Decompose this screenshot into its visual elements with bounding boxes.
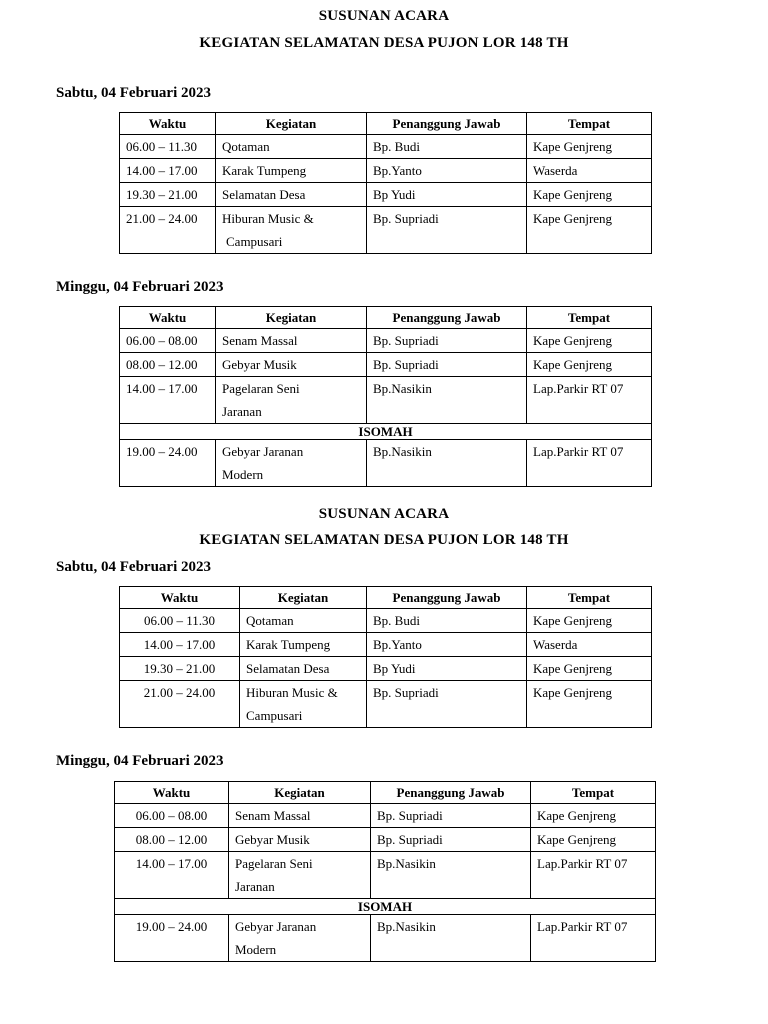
page-title: SUSUNAN ACARA bbox=[318, 506, 450, 522]
cell-tempat: Kape Genjreng bbox=[531, 804, 656, 828]
day-heading-sabtu: Sabtu, 04 Februari 2023 bbox=[56, 85, 212, 101]
cell-kegiatan bbox=[229, 915, 371, 962]
page-subtitle: KEGIATAN SELAMATAN DESA PUJON LOR 148 TH bbox=[199, 35, 569, 51]
schedule-table-sabtu bbox=[119, 586, 652, 728]
cell-tempat: Kape Genjreng bbox=[527, 657, 652, 681]
cell-waktu: 06.00 – 11.30 bbox=[120, 135, 216, 159]
table-row bbox=[120, 183, 652, 207]
cell-kegiatan-line1: Pagelaran Seni bbox=[235, 856, 313, 871]
column-header-kegiatan: Kegiatan bbox=[216, 113, 367, 135]
cell-waktu: 06.00 – 11.30 bbox=[120, 609, 240, 633]
break-row bbox=[115, 899, 656, 915]
table-header-row bbox=[120, 307, 652, 329]
cell-pj: Bp.Nasikin bbox=[367, 377, 527, 424]
cell-kegiatan bbox=[216, 377, 367, 424]
column-header-kegiatan: Kegiatan bbox=[216, 307, 367, 329]
cell-tempat: Waserda bbox=[527, 633, 652, 657]
cell-kegiatan: Gebyar Musik bbox=[216, 353, 367, 377]
cell-tempat: Kape Genjreng bbox=[527, 183, 652, 207]
cell-waktu: 14.00 – 17.00 bbox=[115, 852, 229, 899]
cell-kegiatan-line1: Pagelaran Seni bbox=[222, 381, 300, 396]
cell-kegiatan-line2: Jaranan bbox=[222, 404, 262, 419]
cell-pj: Bp Yudi bbox=[367, 183, 527, 207]
cell-waktu: 14.00 – 17.00 bbox=[120, 377, 216, 424]
table-row bbox=[120, 440, 652, 487]
cell-pj: Bp. Supriadi bbox=[367, 207, 527, 254]
table-row bbox=[120, 329, 652, 353]
cell-pj: Bp.Nasikin bbox=[371, 852, 531, 899]
cell-kegiatan: Gebyar Musik bbox=[229, 828, 371, 852]
page-title: SUSUNAN ACARA bbox=[318, 8, 450, 24]
cell-pj: Bp. Supriadi bbox=[371, 828, 531, 852]
column-header-pj: Penanggung Jawab bbox=[367, 307, 527, 329]
day-heading-sabtu: Sabtu, 04 Februari 2023 bbox=[56, 559, 212, 575]
cell-waktu: 21.00 – 24.00 bbox=[120, 681, 240, 728]
column-header-pj: Penanggung Jawab bbox=[367, 113, 527, 135]
cell-kegiatan-line1: Hiburan Music & bbox=[222, 211, 314, 226]
column-header-waktu: Waktu bbox=[120, 307, 216, 329]
table-row bbox=[115, 915, 656, 962]
cell-waktu: 19.30 – 21.00 bbox=[120, 183, 216, 207]
cell-pj: Bp.Nasikin bbox=[371, 915, 531, 962]
break-row bbox=[120, 424, 652, 440]
cell-kegiatan: Qotaman bbox=[216, 135, 367, 159]
cell-tempat: Waserda bbox=[527, 159, 652, 183]
cell-kegiatan bbox=[216, 207, 367, 254]
column-header-tempat: Tempat bbox=[527, 113, 652, 135]
cell-pj: Bp. Supriadi bbox=[371, 804, 531, 828]
schedule-table-minggu bbox=[114, 781, 656, 962]
cell-pj: Bp. Supriadi bbox=[367, 329, 527, 353]
table-row bbox=[120, 657, 652, 681]
cell-pj: Bp. Supriadi bbox=[367, 681, 527, 728]
cell-kegiatan-line2: Campusari bbox=[226, 234, 283, 249]
cell-kegiatan-line2: Jaranan bbox=[235, 879, 275, 894]
cell-kegiatan: Senam Massal bbox=[216, 329, 367, 353]
cell-tempat: Lap.Parkir RT 07 bbox=[531, 915, 656, 962]
schedule-table-minggu bbox=[119, 306, 652, 487]
cell-pj: Bp.Yanto bbox=[367, 159, 527, 183]
cell-pj: Bp. Budi bbox=[367, 135, 527, 159]
cell-kegiatan: Karak Tumpeng bbox=[240, 633, 367, 657]
cell-kegiatan: Selamatan Desa bbox=[216, 183, 367, 207]
column-header-tempat: Tempat bbox=[531, 782, 656, 804]
table-header-row bbox=[120, 587, 652, 609]
cell-waktu: 06.00 – 08.00 bbox=[115, 804, 229, 828]
cell-kegiatan-line2: Modern bbox=[222, 467, 264, 482]
cell-tempat: Kape Genjreng bbox=[527, 135, 652, 159]
cell-kegiatan: Karak Tumpeng bbox=[216, 159, 367, 183]
cell-tempat: Lap.Parkir RT 07 bbox=[527, 440, 652, 487]
column-header-pj: Penanggung Jawab bbox=[367, 587, 527, 609]
cell-kegiatan bbox=[240, 681, 367, 728]
cell-waktu: 08.00 – 12.00 bbox=[115, 828, 229, 852]
page-subtitle: KEGIATAN SELAMATAN DESA PUJON LOR 148 TH bbox=[199, 532, 569, 548]
cell-tempat: Kape Genjreng bbox=[527, 329, 652, 353]
cell-kegiatan-line2: Campusari bbox=[246, 708, 303, 723]
cell-kegiatan bbox=[216, 440, 367, 487]
cell-tempat: Kape Genjreng bbox=[527, 353, 652, 377]
cell-kegiatan-line1: Hiburan Music & bbox=[246, 685, 338, 700]
cell-waktu: 19.00 – 24.00 bbox=[120, 440, 216, 487]
table-header-row bbox=[115, 782, 656, 804]
cell-tempat: Lap.Parkir RT 07 bbox=[527, 377, 652, 424]
cell-waktu: 14.00 – 17.00 bbox=[120, 633, 240, 657]
cell-pj: Bp.Yanto bbox=[367, 633, 527, 657]
cell-kegiatan: Selamatan Desa bbox=[240, 657, 367, 681]
table-row bbox=[120, 135, 652, 159]
cell-kegiatan bbox=[229, 852, 371, 899]
column-header-pj: Penanggung Jawab bbox=[371, 782, 531, 804]
column-header-waktu: Waktu bbox=[115, 782, 229, 804]
cell-tempat: Kape Genjreng bbox=[527, 207, 652, 254]
table-row bbox=[115, 828, 656, 852]
cell-pj: Bp Yudi bbox=[367, 657, 527, 681]
cell-tempat: Lap.Parkir RT 07 bbox=[531, 852, 656, 899]
cell-kegiatan-line2: Modern bbox=[235, 942, 277, 957]
schedule-table-sabtu bbox=[119, 112, 652, 254]
cell-waktu: 19.30 – 21.00 bbox=[120, 657, 240, 681]
column-header-waktu: Waktu bbox=[120, 113, 216, 135]
table-row bbox=[120, 681, 652, 728]
cell-kegiatan: Qotaman bbox=[240, 609, 367, 633]
cell-waktu: 08.00 – 12.00 bbox=[120, 353, 216, 377]
break-label: ISOMAH bbox=[120, 424, 652, 440]
column-header-waktu: Waktu bbox=[120, 587, 240, 609]
cell-tempat: Kape Genjreng bbox=[527, 681, 652, 728]
cell-pj: Bp. Supriadi bbox=[367, 353, 527, 377]
day-heading-minggu: Minggu, 04 Februari 2023 bbox=[56, 279, 224, 295]
table-row bbox=[120, 353, 652, 377]
table-row bbox=[120, 377, 652, 424]
column-header-tempat: Tempat bbox=[527, 307, 652, 329]
table-row bbox=[120, 609, 652, 633]
cell-pj: Bp. Budi bbox=[367, 609, 527, 633]
table-row bbox=[120, 633, 652, 657]
table-row bbox=[115, 852, 656, 899]
cell-kegiatan-line1: Gebyar Jaranan bbox=[235, 919, 317, 934]
table-row bbox=[120, 159, 652, 183]
column-header-kegiatan: Kegiatan bbox=[240, 587, 367, 609]
cell-waktu: 19.00 – 24.00 bbox=[115, 915, 229, 962]
break-label: ISOMAH bbox=[115, 899, 656, 915]
table-header-row bbox=[120, 113, 652, 135]
cell-tempat: Kape Genjreng bbox=[527, 609, 652, 633]
cell-tempat: Kape Genjreng bbox=[531, 828, 656, 852]
table-row bbox=[115, 804, 656, 828]
column-header-kegiatan: Kegiatan bbox=[229, 782, 371, 804]
table-row bbox=[120, 207, 652, 254]
cell-kegiatan: Senam Massal bbox=[229, 804, 371, 828]
cell-kegiatan-line1: Gebyar Jaranan bbox=[222, 444, 304, 459]
day-heading-minggu: Minggu, 04 Februari 2023 bbox=[56, 753, 224, 769]
cell-waktu: 21.00 – 24.00 bbox=[120, 207, 216, 254]
cell-waktu: 14.00 – 17.00 bbox=[120, 159, 216, 183]
column-header-tempat: Tempat bbox=[527, 587, 652, 609]
cell-pj: Bp.Nasikin bbox=[367, 440, 527, 487]
cell-waktu: 06.00 – 08.00 bbox=[120, 329, 216, 353]
